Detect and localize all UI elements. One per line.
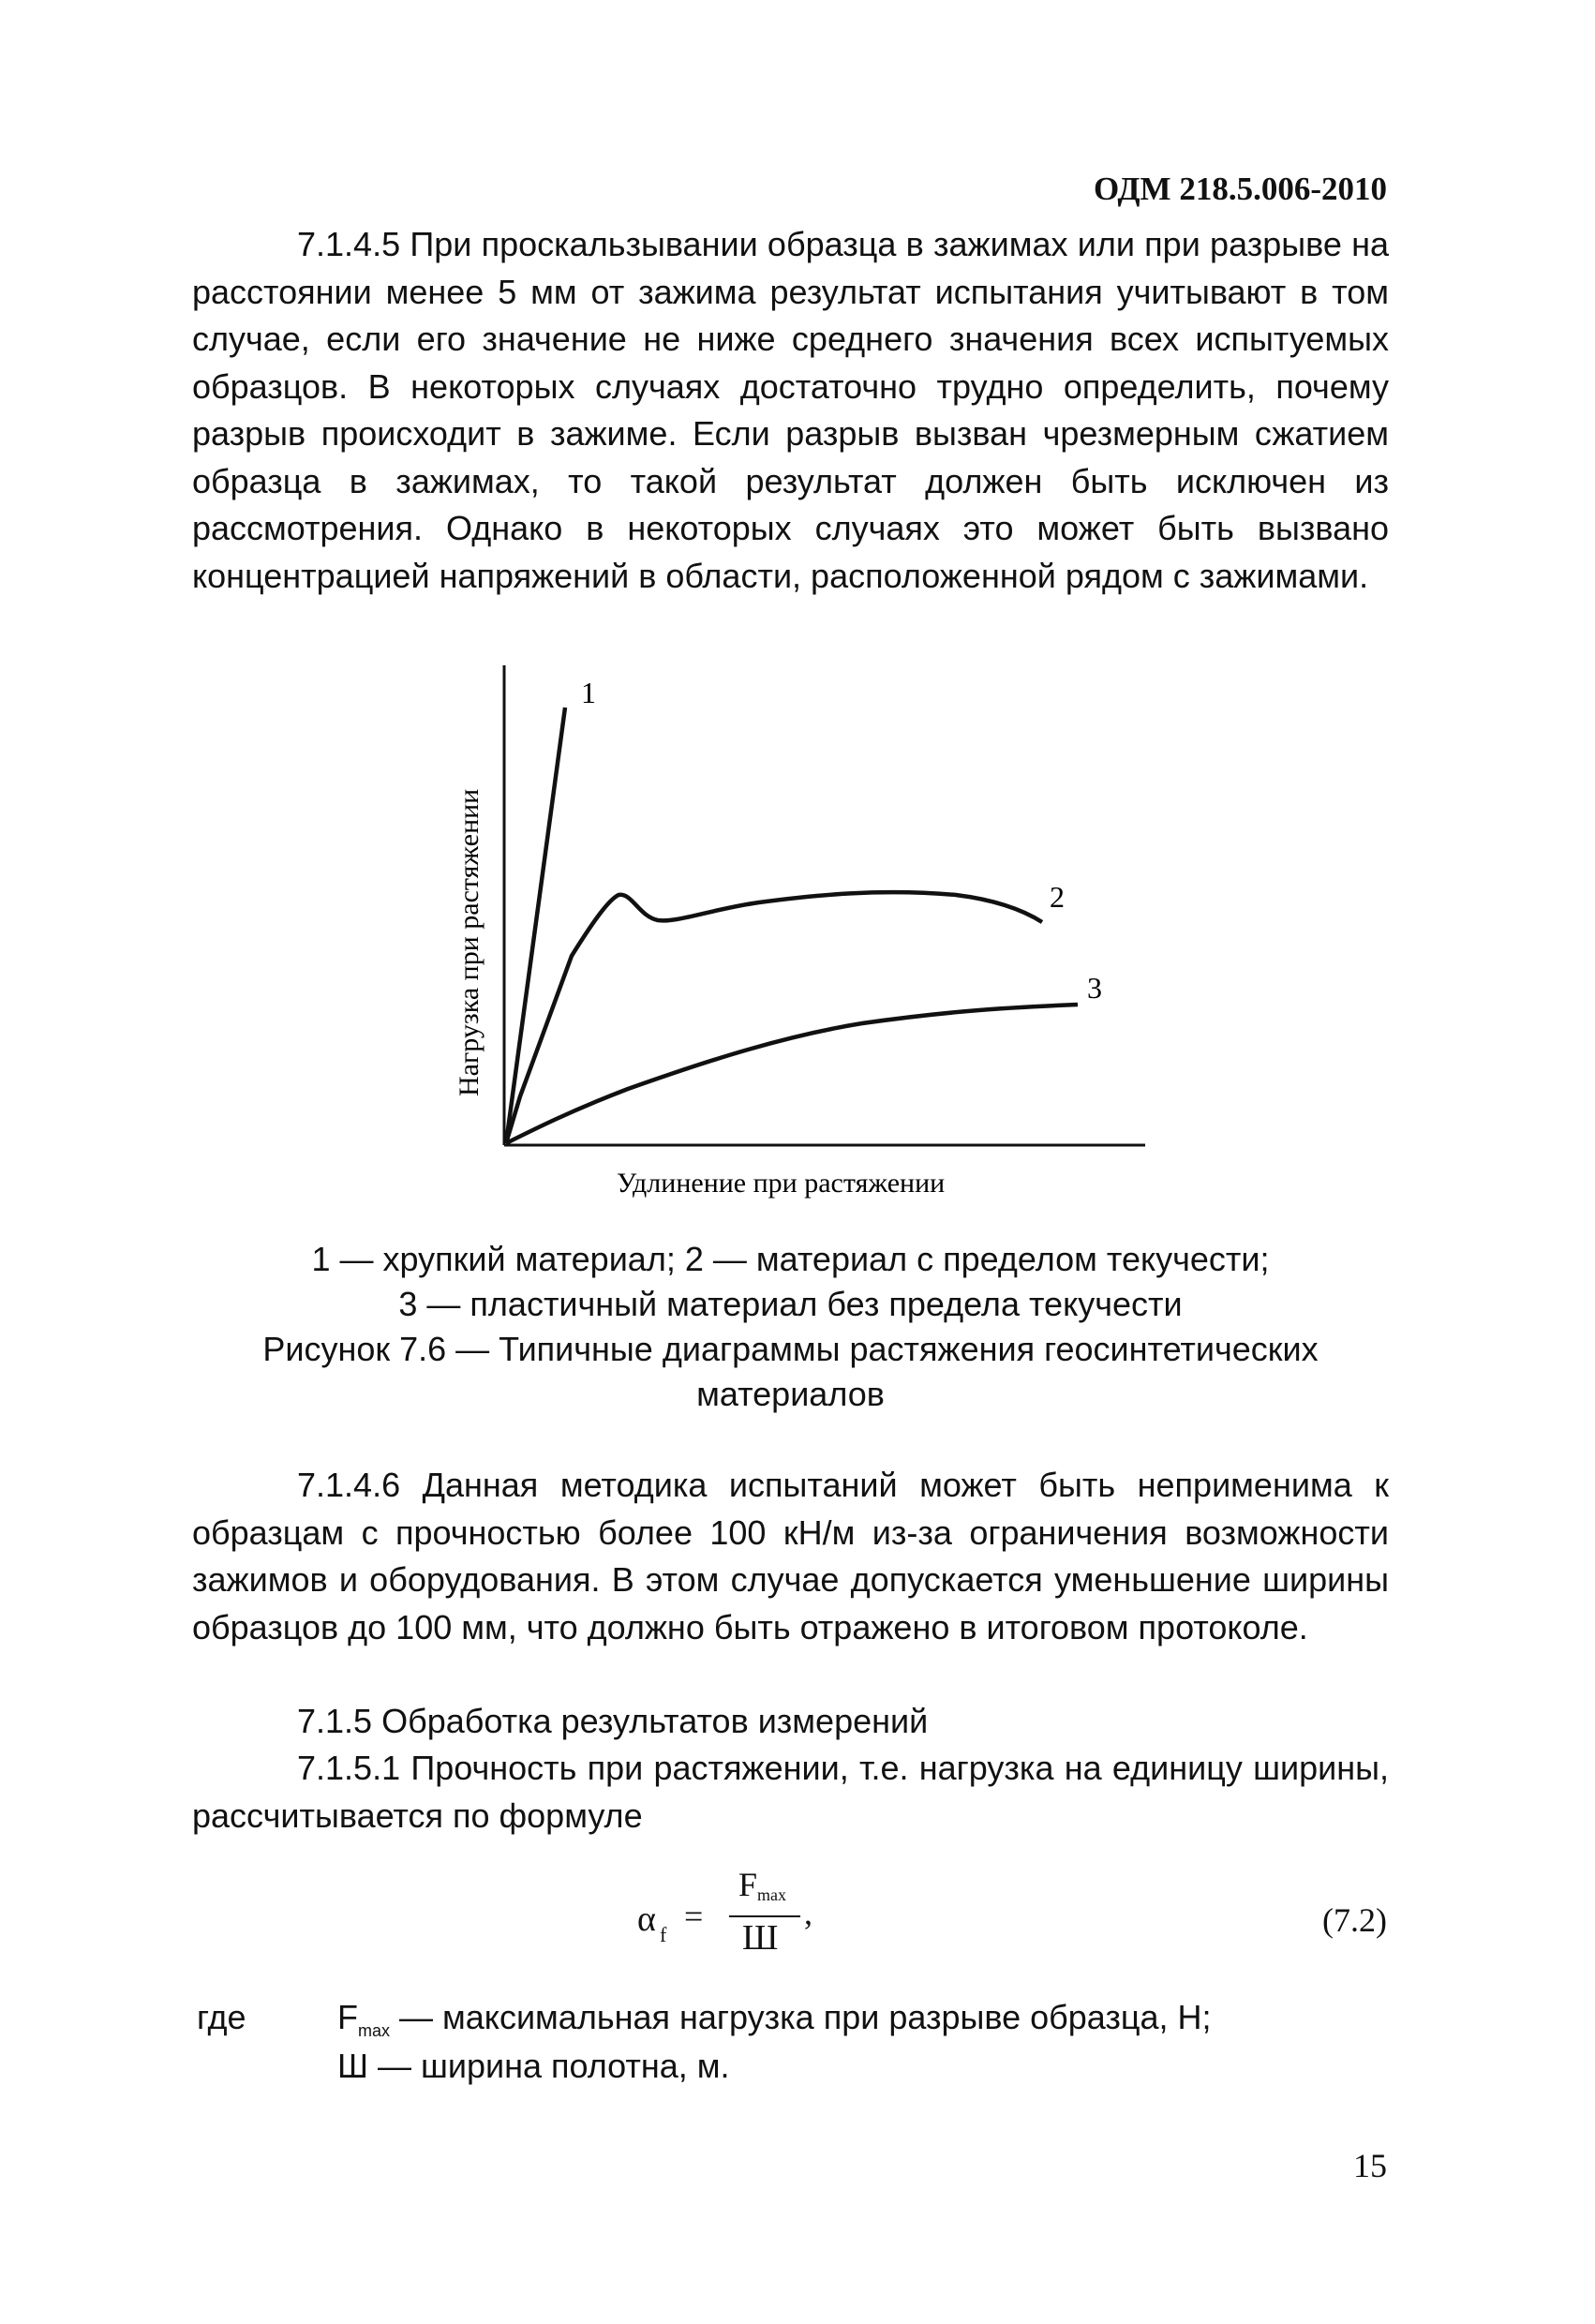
where-word: где [197, 1998, 246, 2036]
curve-1-brittle [506, 708, 565, 1143]
formula-numerator-subscript: max [757, 1885, 786, 1904]
paragraph-text: 7.1.5.1 Прочность при растяжении, т.е. нагрузка на единицу ширины, рассчитывается по формуле [192, 1749, 1389, 1835]
document-code-header: ОДМ 218.5.006-2010 [1093, 171, 1387, 207]
formula-7-2 [637, 1865, 975, 1968]
formula-numerator: F [738, 1866, 758, 1903]
formula-number: (7.2) [1322, 1901, 1387, 1939]
paragraph-7-1-5-1 [192, 1745, 1389, 1840]
formula-equals: = [684, 1898, 704, 1935]
width-description: — ширина полотна, м. [368, 2047, 730, 2085]
paragraph-text: 7.1.4.6 Данная методика испытаний может быть неприменима к образцам с прочностью более 100 кН/м из-за ограничения возможности зажимов и оборудования. В этом случае допускается уменьшение ширины образцов до 100 мм, что должно быть отражено в итоговом протоколе. [192, 1466, 1389, 1646]
width-symbol: Ш [337, 2047, 368, 2085]
formula-denominator: Ш [742, 1918, 779, 1958]
fmax-symbol: F [337, 1998, 358, 2036]
formula-lhs: α [637, 1899, 656, 1939]
where-fmax-line [337, 1998, 1212, 2041]
figure-legend-line-1: 1 — хрупкий материал; 2 — материал с пределом текучести; [311, 1240, 1270, 1278]
curve-label-3: 3 [1087, 971, 1102, 1005]
curve-label-2: 2 [1050, 880, 1065, 914]
section-heading: 7.1.5 Обработка результатов измерений [297, 1702, 929, 1740]
y-axis-label: Нагрузка при растяжении [454, 788, 484, 1096]
tensile-diagram-figure [431, 656, 1162, 1199]
fmax-subscript: max [358, 2021, 391, 2041]
paragraph-7-1-5 [192, 1698, 1389, 1746]
page-number: 15 [1353, 2147, 1387, 2184]
figure-legend-line-2: 3 — пластичный материал без предела текучести [398, 1285, 1183, 1323]
curve-3-plastic [506, 1005, 1078, 1143]
formula-comma: , [804, 1894, 812, 1931]
formula-lhs-subscript: f [660, 1923, 667, 1946]
where-width-line [337, 2047, 730, 2086]
figure-caption-line-1: Рисунок 7.6 — Типичные диаграммы растяжения геосинтетических [262, 1330, 1319, 1368]
paragraph-7-1-4-6 [192, 1462, 1389, 1651]
paragraph-text: 7.1.4.5 При проскальзывании образца в зажимах или при разрыве на расстоянии менее 5 мм от зажима результат испытания учитывают в том случае, если его значение не ниже среднего значения всех испытуемых образцов. В некоторых случаях достаточно трудно определить, почему разрыв происходит в зажиме. Если разрыв вызван чрезмерным сжатием образца в зажимах, то такой результат должен быть исключен из рассмотрения. Однако в некоторых случаях это может быть вызвано концентрацией напряжений в области, расположенной рядом с зажимами. [192, 225, 1389, 595]
x-axis-label: Удлинение при растяжении [617, 1168, 946, 1199]
fmax-description: — максимальная нагрузка при разрыве образца, Н; [390, 1998, 1212, 2036]
curve-label-1: 1 [581, 676, 596, 709]
figure-caption-line-2: материалов [696, 1375, 885, 1413]
paragraph-7-1-4-5 [192, 221, 1389, 600]
